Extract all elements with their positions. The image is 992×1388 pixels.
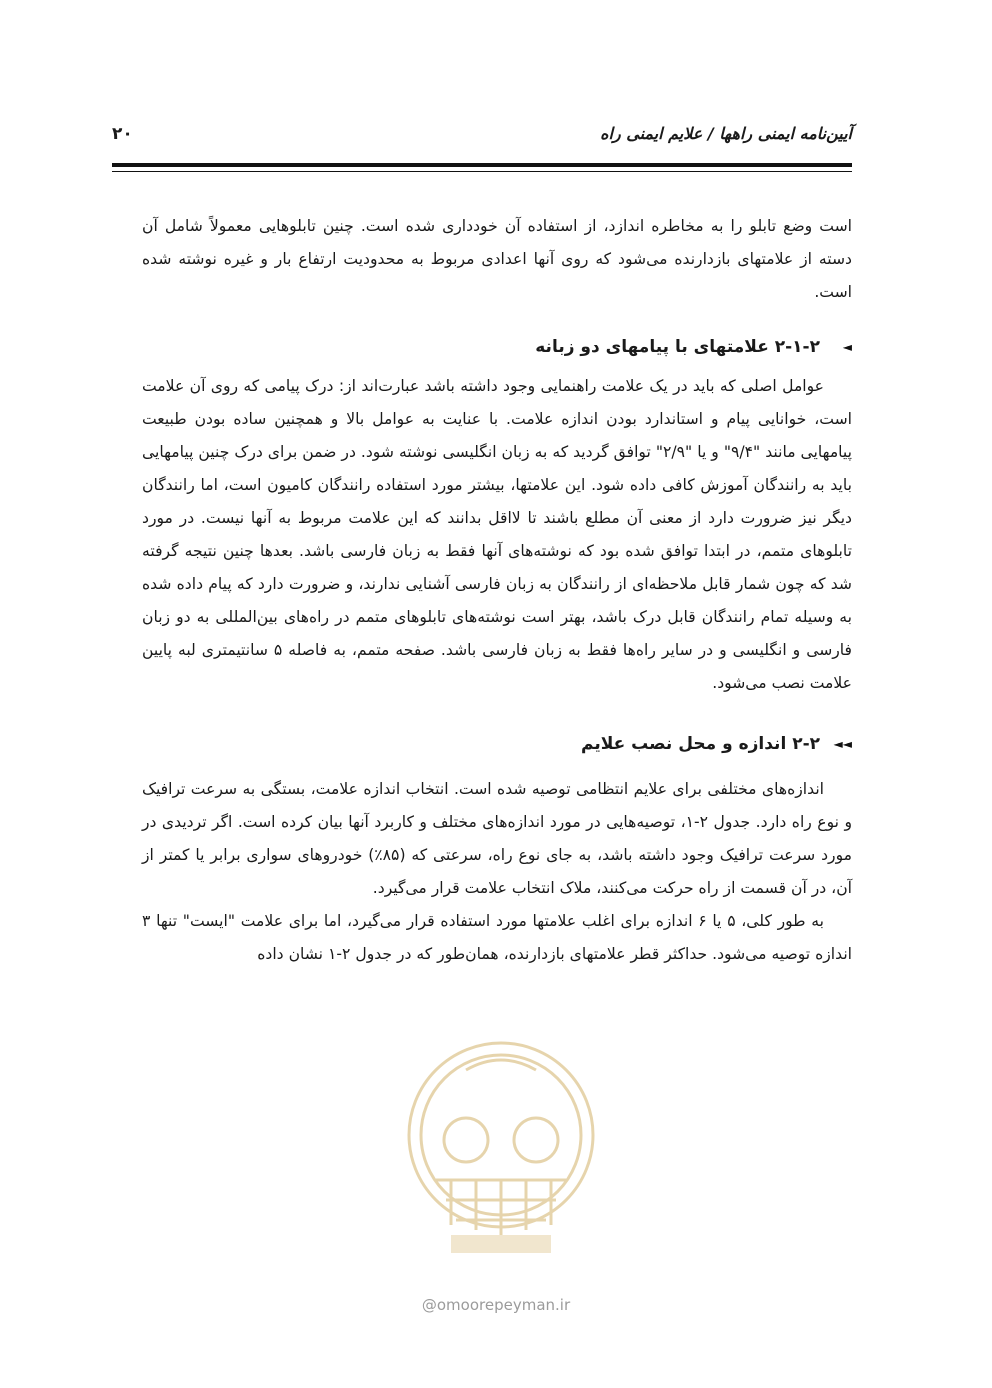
section-heading-text: ۲-۱-۲ علامتهای با پیامهای دو زبانه <box>535 337 820 357</box>
watermark-seal-icon <box>396 1030 606 1280</box>
page-header <box>112 124 852 154</box>
paragraph-4: به طور کلی، ۵ یا ۶ اندازه برای اغلب علامتها مورد استفاده قرار می‌گیرد، اما برای علامت "ایست" تنها ۳ اندازه توصیه می‌شود. حداکثر قطر علامتهای بازدارنده، همان‌طور که در جدول ۲-۱ نشان داده <box>142 912 852 963</box>
header-rule-thick <box>112 163 852 167</box>
section-heading-text: ۲-۲ اندازه و محل نصب علایم <box>581 734 820 754</box>
running-title: آیین‌نامه ایمنی راهها / علایم ایمنی راه <box>600 124 852 143</box>
double-arrow-icon: ◄◄ <box>833 737 852 751</box>
body-content <box>142 210 852 971</box>
header-rule-thin <box>112 171 852 172</box>
bullet-arrow-icon: ◄ <box>842 340 852 354</box>
watermark-url: @omoorepeyman.ir <box>421 1296 571 1314</box>
paragraph-1: است وضع تابلو را به مخاطره اندازد، از استفاده آن خودداری شده است. چنین تابلوهایی معمولاً شامل آن دسته از علامتهای بازدارنده می‌شود که روی آنها اعدادی مربوط به محدودیت ارتفاع بار و غیره نوشته شده است. <box>142 217 852 301</box>
section-heading-2-1-2 <box>142 331 852 364</box>
paragraph-2: عوامل اصلی که باید در یک علامت راهنمایی وجود داشته باشد عبارت‌اند از: درک پیامی که روی آن علامت است، خوانایی پیام و استاندارد بودن اندازه علامت. با عنایت به عوامل بالا و همچنین ساده بودن طبیعت پیامهایی مانند "۹/۴" و یا "۲/۹" توافق گردید که به زبان انگلیسی نوشته شود. در ضمن برای درک چنین پیامهایی باید به رانندگان آموزش کافی داده شود. این علامتها، بیشتر مورد استفاده رانندگان کامیون است، اما رانندگان دیگر نیز ضرورت دارد از معنی آن مطلع باشند تا لااقل بدانند که این علامت مربوط به آنها نیست. در مورد تابلوهای متمم، در ابتدا توافق شده بود که نوشته‌های آنها فقط به زبان فارسی باشد. بعدها چنین نتیجه گرفته شد که چون شمار قابل ملاحظه‌ای از رانندگان به زبان فارسی آشنایی ندارند، و ضرورت دارد که پیام داده شده به وسیله تمام رانندگان قابل درک باشد، بهتر است نوشته‌های تابلوهای متمم در راه‌های بین‌المللی به دو زبان فارسی و انگلیسی و در سایر راه‌ها فقط به زبان فارسی باشد. صفحه متمم، به فاصله ۵ سانتیمتری لبه پایین علامت نصب می‌شود. <box>142 377 852 692</box>
page-number: ۲۰ <box>112 124 133 144</box>
section-heading-2-2 <box>142 728 852 761</box>
paragraph-3: اندازه‌های مختلفی برای علایم انتظامی توصیه شده است. انتخاب اندازه علامت، بستگی به سرعت ترافیک و نوع راه دارد. جدول ۲-۱، توصیه‌هایی در مورد اندازه‌های مختلف و کاربرد آنها بیان کرده است. اگر تردیدی در مورد سرعت ترافیک وجود داشته باشد، به جای نوع راه، سرعتی که (۸۵٪) خودروهای سواری برابر یا کمتر از آن، در آن قسمت از راه حرکت می‌کنند، ملاک انتخاب علامت قرار می‌گیرد. <box>142 780 852 897</box>
